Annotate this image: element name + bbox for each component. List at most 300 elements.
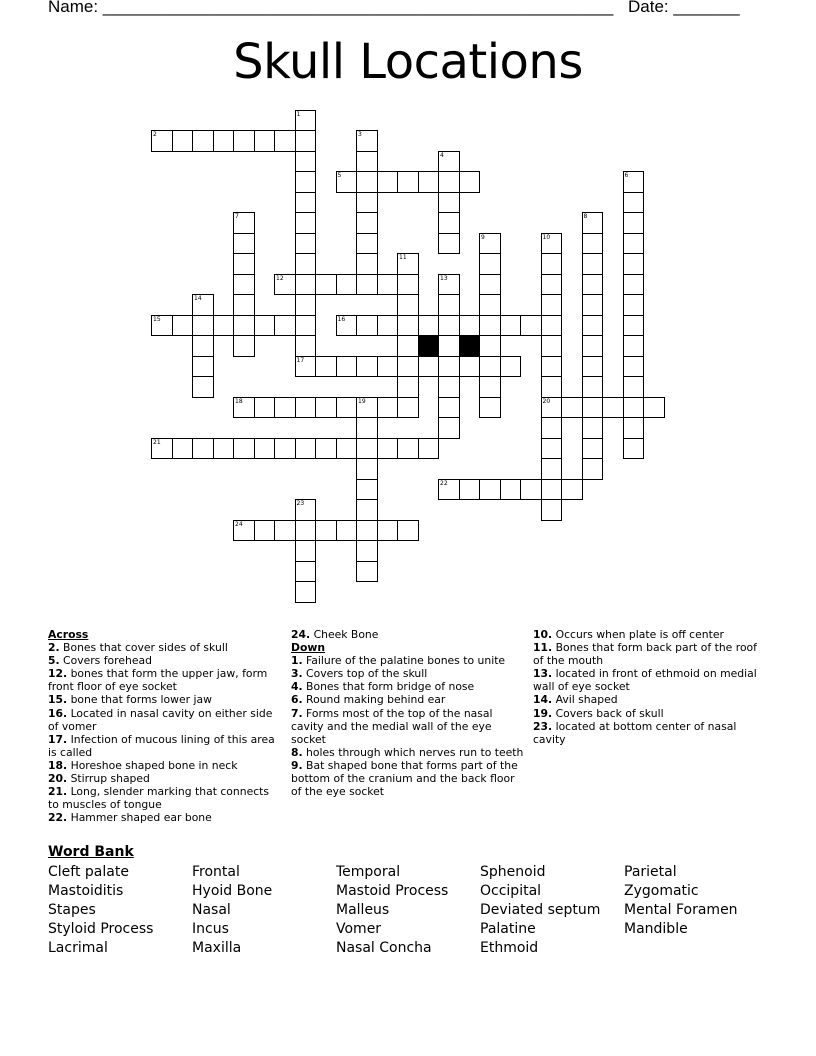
crossword-cell[interactable] [356,192,378,214]
crossword-cell[interactable] [541,233,563,255]
clue-number-label: 24. [291,628,311,641]
crossword-black-cell [418,335,440,357]
crossword-cell[interactable] [172,438,194,460]
crossword-cell[interactable] [274,397,296,419]
crossword-cell[interactable] [438,479,460,501]
clue-number: 2 [153,131,157,138]
crossword-cell[interactable] [623,274,645,296]
clue-text: Cheek Bone [310,628,379,641]
crossword-cell[interactable] [479,397,501,419]
clue-item [291,759,527,798]
crossword-cell[interactable] [438,356,460,378]
clue-number: 17 [296,356,305,364]
word-bank-column [48,863,153,958]
clue-item [48,811,276,824]
crossword-cell[interactable] [356,479,378,501]
clue-number-label: 14. [533,693,553,707]
crossword-cell[interactable] [459,479,481,501]
crossword-cell[interactable] [582,397,604,419]
crossword-cell[interactable] [295,294,317,316]
clue-text: Failure of the palatine bones to unite [302,654,506,668]
clue-text: Long, slender marking that connects to muscles of tongue [48,785,270,812]
crossword-cell[interactable] [233,315,255,337]
crossword-cell[interactable] [418,315,440,337]
clue-number: 5 [337,172,342,179]
clue-item [291,628,527,641]
crossword-cell[interactable] [479,233,501,255]
crossword-cell[interactable] [295,130,317,152]
crossword-cell[interactable] [582,253,604,275]
crossword-cell[interactable] [377,397,399,419]
crossword-cell[interactable] [541,479,563,501]
crossword-cell[interactable] [151,130,173,152]
word-bank-column [624,863,738,939]
crossword-cell[interactable] [500,479,522,501]
crossword-cell[interactable] [233,335,255,357]
crossword-cell[interactable] [295,274,317,296]
crossword-cell[interactable] [254,438,276,460]
clue-text: Hammer shaped ear bone [67,811,212,825]
crossword-cell[interactable] [295,520,317,542]
crossword-cell[interactable] [274,520,296,542]
crossword-cell[interactable] [438,171,460,193]
clue-item [48,759,276,772]
word-bank-item: Ethmoid [480,940,539,956]
crossword-cell[interactable] [520,479,542,501]
word-bank-column [480,863,600,958]
clue-number-label: 11. [533,641,553,655]
clue-text: Bones that cover sides of skull [59,641,228,655]
crossword-cell[interactable] [541,397,563,419]
crossword-cell[interactable] [274,438,296,460]
crossword-cell[interactable] [233,212,255,234]
crossword-cell[interactable] [582,274,604,296]
crossword-cell[interactable] [295,212,317,234]
crossword-cell[interactable] [479,376,501,398]
crossword-cell[interactable] [479,294,501,316]
crossword-cell[interactable] [479,335,501,357]
crossword-cell[interactable] [295,581,317,603]
clue-text: Avil shaped [552,693,618,707]
clue-item [533,641,761,667]
clue-number-label: 22. [48,811,68,825]
word-bank-item: Sphenoid [480,864,546,880]
word-bank-column [192,863,272,958]
clue-item [291,707,527,746]
page-title: Skull Locations [233,34,583,90]
clue-number-label: 2. [48,641,60,655]
clue-number: 20 [542,397,551,405]
crossword-cell[interactable] [397,520,419,542]
crossword-cell[interactable] [397,376,419,398]
clue-number-label: 23. [533,719,553,733]
clue-item [533,667,761,693]
clue-text: Bones that form back part of the roof of the mouth [533,641,757,668]
crossword-cell[interactable] [623,212,645,234]
crossword-cell[interactable] [192,294,214,316]
crossword-cell[interactable] [377,171,399,193]
crossword-cell[interactable] [623,356,645,378]
clue-section-heading: Across [48,628,89,641]
clue-number-label: 16. [48,706,68,720]
clue-item [48,693,276,706]
clue-text: located in front of ethmoid on medial wall of eye socket [533,667,757,694]
crossword-cell[interactable] [582,417,604,439]
word-bank-item: Nasal [192,902,231,918]
clue-number-label: 5. [48,654,60,668]
crossword-cell[interactable] [500,315,522,337]
crossword-cell[interactable] [623,376,645,398]
crossword-cell[interactable] [541,417,563,439]
crossword-cell[interactable] [643,397,665,419]
crossword-cell[interactable] [192,438,214,460]
crossword-cell[interactable] [356,417,378,439]
crossword-cell[interactable] [541,253,563,275]
crossword-cell[interactable] [438,376,460,398]
clue-number: 7 [235,213,239,220]
word-bank-item: Frontal [192,864,240,880]
crossword-cell[interactable] [295,233,317,255]
crossword-cell[interactable] [315,274,337,296]
crossword-cell[interactable] [233,233,255,255]
crossword-cell[interactable] [356,171,378,193]
crossword-cell[interactable] [151,438,173,460]
clue-item [291,680,527,693]
crossword-cell[interactable] [582,315,604,337]
clue-number: 19 [358,397,366,405]
clue-text: holes through which nerves run to teeth [302,745,524,759]
crossword-cell[interactable] [582,438,604,460]
crossword-cell[interactable] [623,233,645,255]
crossword-cell[interactable] [295,151,317,173]
crossword-cell[interactable] [602,397,624,419]
crossword-cell[interactable] [438,397,460,419]
crossword-cell[interactable] [397,438,419,460]
crossword-cell[interactable] [438,417,460,439]
clue-item [48,667,276,693]
crossword-cell[interactable] [315,397,337,419]
crossword-cell[interactable] [356,212,378,234]
crossword-cell[interactable] [295,397,317,419]
clue-number: 10 [542,233,551,241]
crossword-cell[interactable] [479,253,501,275]
crossword-cell[interactable] [479,479,501,501]
crossword-cell[interactable] [295,110,317,132]
crossword-cell[interactable] [541,438,563,460]
crossword-cell[interactable] [541,376,563,398]
crossword-cell[interactable] [541,458,563,480]
crossword-cell[interactable] [438,192,460,214]
crossword-cell[interactable] [377,356,399,378]
crossword-cell[interactable] [541,274,563,296]
word-bank-item: Malleus [336,902,390,918]
date-field-label[interactable]: Date: _______ [628,0,740,16]
crossword-cell[interactable] [254,520,276,542]
clue-item [533,707,761,720]
crossword-cell[interactable] [254,397,276,419]
clue-number-label: 4. [291,680,303,694]
word-bank-column [336,863,448,958]
clue-text: Bones that form bridge of nose [302,680,475,694]
crossword-cell[interactable] [459,356,481,378]
crossword-cell[interactable] [479,356,501,378]
clue-text: Infection of mucous lining of this area is called [48,732,275,759]
crossword-cell[interactable] [336,397,358,419]
crossword-cell[interactable] [192,315,214,337]
clue-text: bones that form the upper jaw, form front floor of eye socket [48,667,268,694]
crossword-cell[interactable] [336,171,358,193]
crossword-cell[interactable] [233,294,255,316]
word-bank-item: Temporal [336,864,401,880]
clue-number-label: 20. [48,772,68,786]
crossword-cell[interactable] [377,274,399,296]
crossword-cell[interactable] [397,294,419,316]
crossword-cell[interactable] [500,356,522,378]
crossword-cell[interactable] [561,397,583,419]
clue-column-2 [291,628,527,798]
name-field-label[interactable]: Name: ______________________________________________________ [48,0,614,16]
crossword-cell[interactable] [623,335,645,357]
crossword-cell[interactable] [356,315,378,337]
word-bank-item: Mental Foramen [624,902,738,918]
clue-number: 4 [440,151,444,159]
crossword-cell[interactable] [356,540,378,562]
crossword-cell[interactable] [377,315,399,337]
clue-item [533,693,761,706]
clue-item [291,746,527,759]
crossword-cell[interactable] [295,438,317,460]
crossword-cell[interactable] [356,561,378,583]
crossword-cell[interactable] [356,520,378,542]
crossword-cell[interactable] [233,253,255,275]
crossword-cell[interactable] [356,253,378,275]
crossword-cell[interactable] [623,417,645,439]
crossword-cell[interactable] [520,315,542,337]
crossword-cell[interactable] [479,274,501,296]
crossword-cell[interactable] [192,356,214,378]
clue-text: located at bottom center of nasal cavity [533,719,737,746]
crossword-cell[interactable] [336,315,358,337]
crossword-cell[interactable] [295,561,317,583]
crossword-cell[interactable] [172,315,194,337]
crossword-cell[interactable] [213,130,235,152]
crossword-cell[interactable] [418,356,440,378]
crossword-cell[interactable] [438,212,460,234]
clue-text: Occurs when plate is off center [552,628,724,641]
crossword-cell[interactable] [151,315,173,337]
crossword-cell[interactable] [295,499,317,521]
crossword-cell[interactable] [274,130,296,152]
clue-number: 16 [337,315,346,323]
crossword-cell[interactable] [213,438,235,460]
clue-item [48,641,276,654]
crossword-cell[interactable] [582,335,604,357]
crossword-cell[interactable] [315,520,337,542]
crossword-cell[interactable] [192,130,214,152]
clue-number-label: 18. [48,758,68,772]
crossword-cell[interactable] [233,438,255,460]
clue-number: 9 [481,233,485,241]
crossword-cell[interactable] [438,294,460,316]
clue-text: Located in nasal cavity on either side of vomer [48,706,273,733]
clue-number-label: 7. [291,706,303,720]
crossword-cell[interactable] [623,253,645,275]
crossword-cell[interactable] [418,171,440,193]
crossword-cell[interactable] [541,499,563,521]
clue-number: 11 [399,254,407,261]
crossword-cell[interactable] [233,130,255,152]
word-bank-item: Mandible [624,921,688,937]
clue-number: 6 [624,172,629,179]
clue-number: 1 [296,110,301,118]
crossword-cell[interactable] [397,253,419,275]
crossword-cell[interactable] [356,499,378,521]
crossword-cell[interactable] [582,233,604,255]
crossword-cell[interactable] [397,315,419,337]
crossword-cell[interactable] [192,335,214,357]
crossword-cell[interactable] [274,274,296,296]
crossword-cell[interactable] [479,315,501,337]
crossword-cell[interactable] [397,356,419,378]
crossword-cell[interactable] [623,438,645,460]
word-bank-item: Nasal Concha [336,940,432,956]
crossword-cell[interactable] [295,315,317,337]
crossword-cell[interactable] [295,192,317,214]
clue-column-1 [48,628,276,824]
crossword-cell[interactable] [541,356,563,378]
crossword-cell[interactable] [336,438,358,460]
crossword-cell[interactable] [172,130,194,152]
crossword-cell[interactable] [315,438,337,460]
crossword-cell[interactable] [438,274,460,296]
clue-text: Covers top of the skull [302,667,428,681]
crossword-cell[interactable] [295,171,317,193]
crossword-cell[interactable] [336,356,358,378]
crossword-cell[interactable] [438,233,460,255]
crossword-cell[interactable] [582,458,604,480]
clue-item [533,628,761,641]
clue-section-heading: Down [291,641,326,655]
clue-number-label: 3. [291,667,303,681]
crossword-cell[interactable] [233,520,255,542]
clue-number: 12 [276,274,284,282]
crossword-cell[interactable] [254,130,276,152]
crossword-cell[interactable] [356,458,378,480]
crossword-cell[interactable] [233,397,255,419]
crossword-cell[interactable] [582,356,604,378]
crossword-cell[interactable] [213,315,235,337]
clue-item [48,785,276,811]
crossword-cell[interactable] [582,376,604,398]
crossword-cell[interactable] [274,315,296,337]
crossword-cell[interactable] [356,438,378,460]
crossword-cell[interactable] [254,315,276,337]
crossword-cell[interactable] [623,397,645,419]
crossword-cell[interactable] [397,171,419,193]
word-bank-item: Mastoid Process [336,883,449,899]
crossword-cell[interactable] [295,540,317,562]
clue-number-label: 10. [533,628,553,641]
clue-number-label: 19. [533,706,553,720]
crossword-cell[interactable] [356,151,378,173]
crossword-cell[interactable] [356,274,378,296]
crossword-cell[interactable] [561,479,583,501]
crossword-cell[interactable] [336,274,358,296]
crossword-cell[interactable] [336,520,358,542]
clue-text: Stirrup shaped [67,772,150,786]
word-bank-item: Incus [192,921,229,937]
word-bank-item: Lacrimal [48,940,108,956]
crossword-cell[interactable] [438,335,460,357]
crossword-cell[interactable] [356,356,378,378]
clue-number: 14 [194,295,202,302]
crossword-cell[interactable] [377,438,399,460]
clue-number-label: 17. [48,732,68,746]
clue-item [48,707,276,733]
crossword-cell[interactable] [397,335,419,357]
clue-text: Round making behind ear [302,693,446,707]
crossword-cell[interactable] [541,315,563,337]
clue-item [48,733,276,759]
crossword-cell[interactable] [397,274,419,296]
word-bank-title: Word Bank [48,844,134,860]
crossword-cell[interactable] [233,274,255,296]
crossword-cell[interactable] [623,294,645,316]
clue-number-label: 1. [291,654,303,668]
crossword-cell[interactable] [459,315,481,337]
crossword-cell[interactable] [582,212,604,234]
crossword-cell[interactable] [623,315,645,337]
clue-text: Covers forehead [59,654,152,668]
clue-number: 15 [153,315,161,323]
clue-number: 24 [235,520,243,528]
crossword-cell[interactable] [582,294,604,316]
clue-number-label: 8. [291,745,303,759]
crossword-cell[interactable] [295,335,317,357]
crossword-cell[interactable] [459,171,481,193]
crossword-cell[interactable] [356,397,378,419]
clue-number: 23 [296,500,305,507]
crossword-cell[interactable] [541,335,563,357]
crossword-cell[interactable] [192,376,214,398]
clue-number-label: 13. [533,667,553,681]
crossword-cell[interactable] [377,520,399,542]
crossword-cell[interactable] [295,253,317,275]
word-bank-item: Maxilla [192,940,242,956]
crossword-cell[interactable] [418,438,440,460]
crossword-cell[interactable] [623,192,645,214]
crossword-cell[interactable] [315,356,337,378]
crossword-cell[interactable] [438,315,460,337]
clue-item [291,693,527,706]
crossword-black-cell [459,335,481,357]
clue-text: Horeshoe shaped bone in neck [67,758,238,772]
word-bank-item: Parietal [624,864,677,880]
clue-item [48,772,276,785]
clue-number: 18 [235,397,243,405]
crossword-cell[interactable] [356,233,378,255]
crossword-cell[interactable] [438,151,460,173]
crossword-cell[interactable] [295,356,317,378]
word-bank-item: Hyoid Bone [192,883,273,899]
crossword-cell[interactable] [623,171,645,193]
clue-number: 21 [153,438,161,446]
clue-column-3 [533,628,761,746]
word-bank-item: Styloid Process [48,921,154,937]
crossword-cell[interactable] [356,130,378,152]
crossword-cell[interactable] [541,294,563,316]
crossword-cell[interactable] [397,397,419,419]
